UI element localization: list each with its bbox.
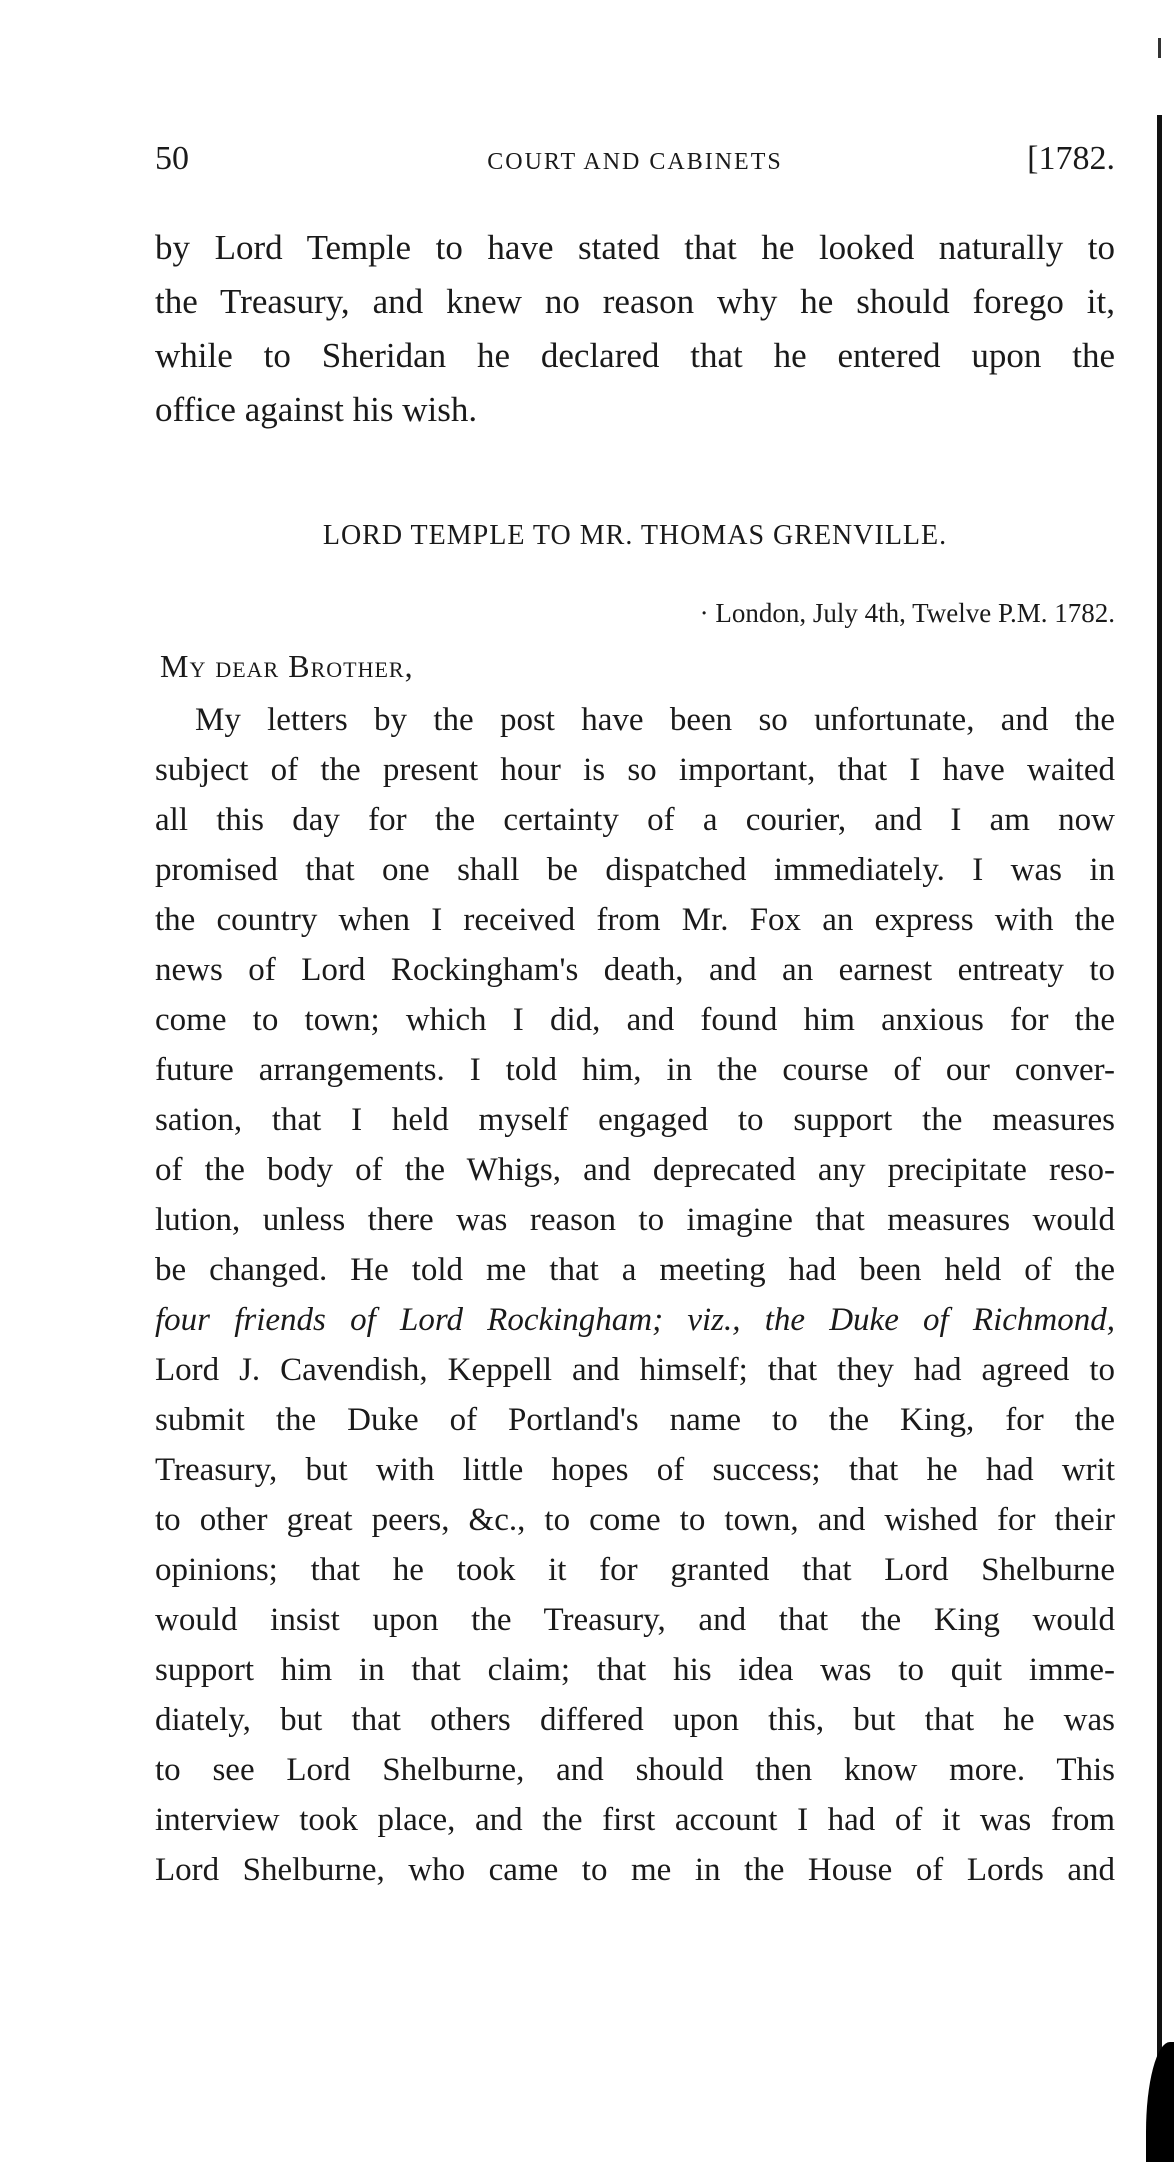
intro-line: by Lord Temple to have stated that he looked naturally to — [155, 228, 1115, 267]
intro-line: the Treasury, and knew no reason why he should forego it, — [155, 282, 1115, 321]
edge-line — [1157, 115, 1162, 2080]
letter-heading: LORD TEMPLE TO MR. THOMAS GRENVILLE. — [322, 520, 948, 551]
body-line: Lord Shelburne, who came to me in the House of Lords and — [155, 1852, 1115, 1888]
body-line: My letters by the post have been so unfortunate, and the — [195, 702, 1115, 738]
body-line: subject of the present hour is so important, that I have waited — [155, 752, 1115, 788]
page-number: 50 — [155, 140, 189, 177]
body-line: news of Lord Rockingham's death, and an earnest entreaty to — [155, 952, 1115, 988]
dateline-text: London, July 4th, Twelve P.M. 1782. — [715, 598, 1115, 628]
body-line: to see Lord Shelburne, and should then know more. This — [155, 1752, 1115, 1788]
running-year: [1782. — [1027, 140, 1115, 177]
body-line: be changed. He told me that a meeting had been held of the — [155, 1252, 1115, 1288]
body-line: lution, unless there was reason to imagine that measures would — [155, 1202, 1115, 1238]
body-line: all this day for the certainty of a courier, and I am now — [155, 802, 1115, 838]
letter-dateline: · London, July 4th, Twelve P.M. 1782. — [699, 598, 1115, 628]
running-title — [155, 146, 1115, 176]
body-line: the country when I received from Mr. Fox an express with the — [155, 902, 1115, 938]
body-line: support him in that claim; that his idea was to quit imme- — [155, 1652, 1115, 1688]
body-line: to other great peers, &c., to come to town, and wished for their — [155, 1502, 1115, 1538]
edge-shadow — [1146, 2042, 1174, 2162]
body-line: promised that one shall be dispatched immediately. I was in — [155, 852, 1115, 888]
body-line: submit the Duke of Portland's name to the King, for the — [155, 1402, 1115, 1438]
body-line: future arrangements. I told him, in the course of our conver- — [155, 1052, 1115, 1088]
edge-tick — [1158, 38, 1161, 58]
letter-salutation: My dear Brother, — [160, 648, 414, 684]
intro-line: while to Sheridan he declared that he entered upon the — [155, 336, 1115, 375]
body-line: would insist upon the Treasury, and that the King would — [155, 1602, 1115, 1638]
body-line: come to town; which I did, and found him anxious for the — [155, 1002, 1115, 1038]
body-line: opinions; that he took it for granted that Lord Shelburne — [155, 1552, 1115, 1588]
page-edge — [1152, 0, 1174, 2162]
body-line: diately, but that others differed upon this, but that he was — [155, 1702, 1115, 1738]
running-title-text: COURT AND CABINETS — [487, 149, 783, 175]
body-line: interview took place, and the first account I had of it was from — [155, 1802, 1115, 1838]
body-line: Treasury, but with little hopes of success; that he had writ — [155, 1452, 1115, 1488]
body-line: of the body of the Whigs, and deprecated any precipitate reso- — [155, 1152, 1115, 1188]
body-line: sation, that I held myself engaged to support the measures — [155, 1102, 1115, 1138]
intro-line: office against his wish. — [155, 390, 478, 429]
running-head — [155, 140, 1115, 190]
body-line: four friends of Lord Rockingham; viz., the Duke of Richmond, — [155, 1302, 1115, 1338]
body-line: Lord J. Cavendish, Keppell and himself; that they had agreed to — [155, 1352, 1115, 1388]
